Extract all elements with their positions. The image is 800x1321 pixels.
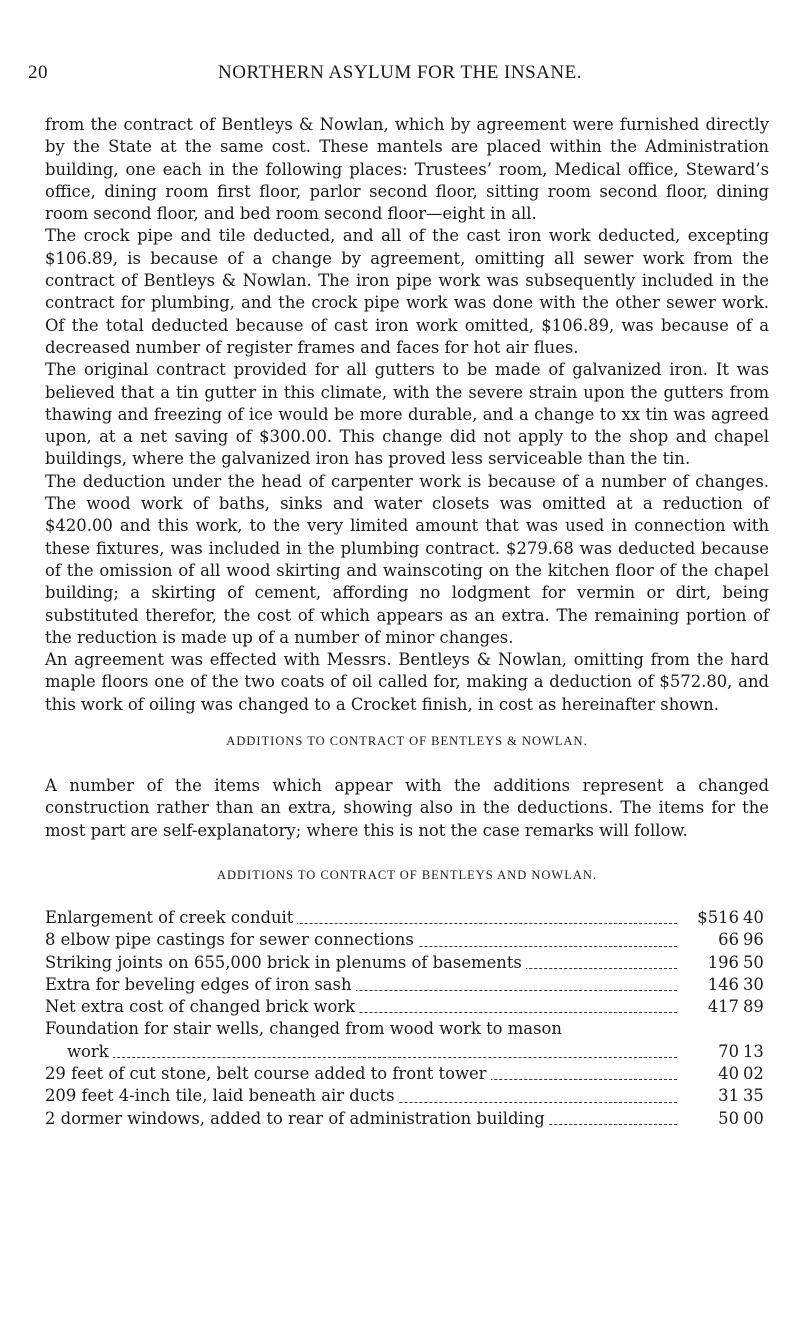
item-description: 8 elbow pipe castings for sewer connections [45, 929, 683, 951]
item-description: Extra for beveling edges of iron sash [45, 974, 683, 996]
table-row [45, 996, 769, 1018]
table-row [45, 1063, 769, 1085]
additions-table [45, 907, 769, 1130]
item-amount: 196 50 [707, 952, 764, 972]
item-description: 29 feet of cut stone, belt course added to front tower [45, 1063, 683, 1085]
paragraph: The original contract provided for all gutters to be made of galvanized iron. It was believed that a tin gutter in this climate, with the severe strain upon the gutters from thawing and freezing of ice would be more durable, and a change to xx tin was agreed upon, at a net saving of $300.00. This change did not apply to the shop and chapel buildings, where the galvanized iron has proved less serviceable than the tin. [45, 360, 769, 469]
section-heading: ADDITIONS TO CONTRACT OF BENTLEYS & NOWLAN. [226, 734, 588, 749]
item-description: Net extra cost of changed brick work [45, 996, 683, 1018]
table-row [45, 974, 769, 996]
table-row [45, 1108, 769, 1130]
paragraph: The deduction under the head of carpenter work is because of a number of changes. The wood work of baths, sinks and water closets was omitted at a reduction of $420.00 and this work, to the very limited amount that was used in connection with these fixtures, was included in the plumbing contract. $279.68 was deducted because of the omission of all wood skirting and wainscoting on the kitchen floor of the chapel building; a skirting of cement, affording no lodgment for vermin or dirt, being substituted therefor, the cost of which appears as an extra. The remaining portion of the reduction is made up of a number of minor changes. [45, 471, 769, 647]
page-body [45, 114, 769, 1130]
item-description: 2 dormer windows, added to rear of administration building [45, 1108, 683, 1130]
paragraph: An agreement was effected with Messrs. Bentleys & Nowlan, omitting from the hard maple floors one of the two coats of oil called for, making a deduction of $572.80, and this work of oiling was changed to a Crocket finish, in cost as hereinafter shown. [45, 650, 769, 714]
item-description: 209 feet 4-inch tile, laid beneath air ducts [45, 1085, 683, 1107]
item-amount: 70 13 [718, 1041, 764, 1061]
page-header [28, 62, 772, 92]
item-amount: $516 40 [697, 907, 764, 927]
item-amount: 417 89 [707, 997, 764, 1017]
table-row [45, 907, 769, 929]
item-description: Foundation for stair wells, changed from wood work to mason [45, 1019, 562, 1039]
additions-paragraph: A number of the items which appear with the additions represent a changed construction rather than an extra, showing also in the deductions. The items for the most part are self-explanatory; where this is not the case remarks will follow. [45, 776, 769, 840]
paragraph: The crock pipe and tile deducted, and all of the cast iron work deducted, excepting $106.89, is because of a change by agreement, omitting all sewer work from the contract of Bentleys & Nowlan. The iron pipe work was subsequently included in the contract for plumbing, and the crock pipe work was done with the other sewer work. Of the total deducted because of cast iron work omitted, $106.89, was because of a decreased number of register frames and faces for hot air flues. [45, 226, 769, 357]
table-row [45, 1018, 769, 1040]
item-amount: 146 30 [707, 974, 764, 994]
item-description-continued: work [45, 1041, 683, 1063]
table-row [45, 1041, 769, 1063]
item-amount: 31 35 [718, 1086, 764, 1106]
running-head: NORTHERN ASYLUM FOR THE INSANE. [218, 62, 582, 83]
item-description: Enlargement of creek conduit [45, 907, 683, 929]
table-row [45, 929, 769, 951]
item-amount: 66 96 [718, 930, 764, 950]
table-row [45, 952, 769, 974]
page-number: 20 [28, 62, 48, 83]
paragraph: from the contract of Bentleys & Nowlan, which by agreement were furnished directly by the State at the same cost. These mantels are placed within the Administration building, one each in the following places: Trustees’ room, Medical office, Steward’s office, dining room first floor, parlor second floor, sitting room second floor, dining room second floor, and bed room second floor—eight in all. [45, 115, 769, 224]
item-amount: 40 02 [718, 1063, 764, 1083]
item-description: Striking joints on 655,000 brick in plenums of basements [45, 952, 683, 974]
table-heading: ADDITIONS TO CONTRACT OF BENTLEYS AND NOWLAN. [216, 867, 598, 882]
table-row [45, 1085, 769, 1107]
item-amount: 50 00 [718, 1108, 764, 1128]
